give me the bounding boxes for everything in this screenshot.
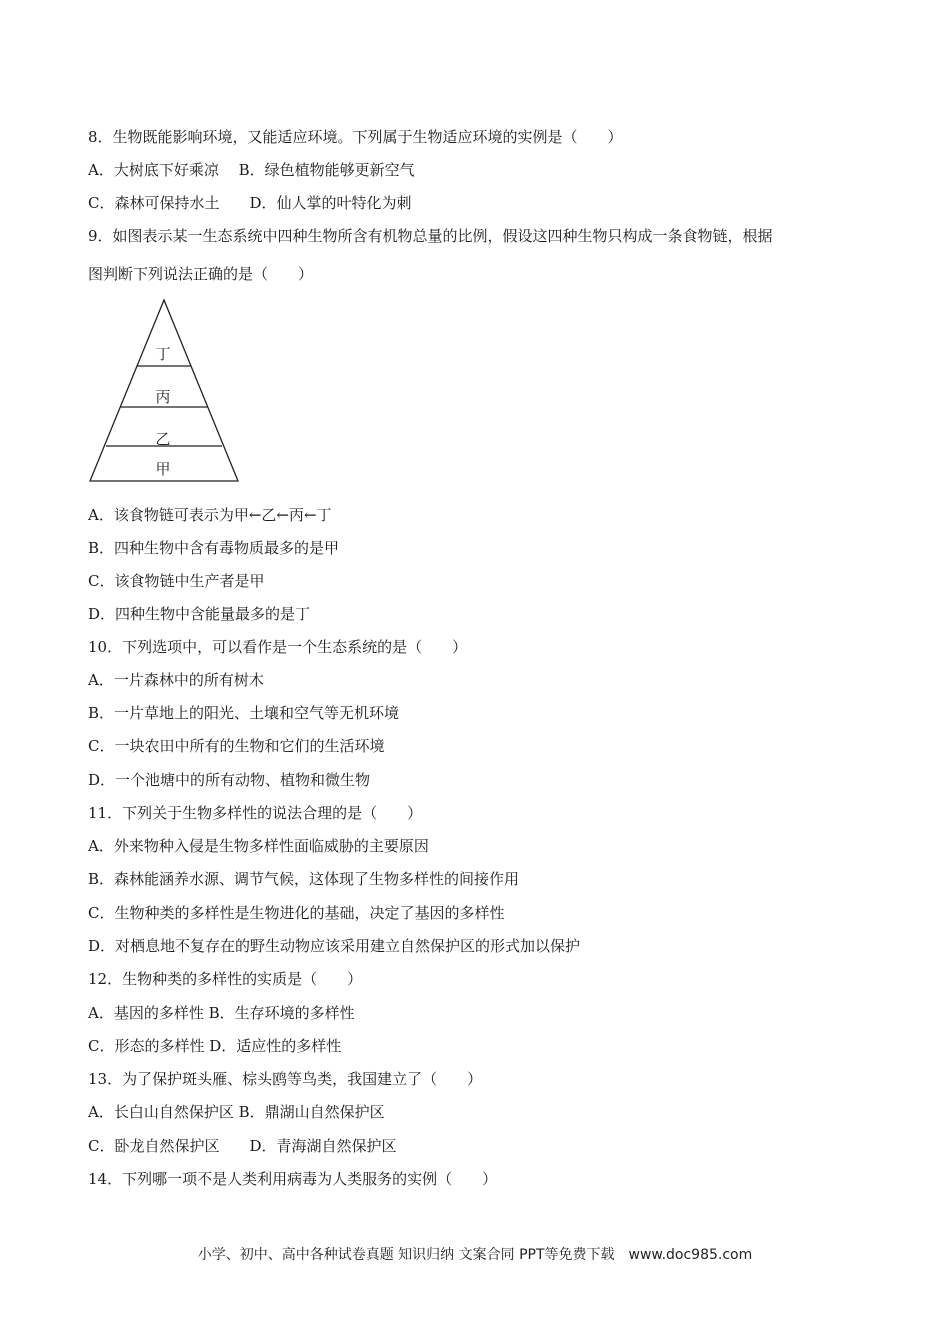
q9-stem-line2: 图判断下列说法正确的是（ ） <box>88 265 314 283</box>
page-footer: 小学、初中、高中各种试卷真题 知识归纳 文案合同 PPT等免费下载 www.doc985.com <box>197 1247 753 1263</box>
food-pyramid-figure <box>88 298 240 484</box>
q10-option-d: D．一个池塘中的所有动物、植物和微生物 <box>88 771 371 789</box>
q11-stem: 11．下列关于生物多样性的说法合理的是（ ） <box>88 804 423 822</box>
q14-stem: 14．下列哪一项不是人类利用病毒为人类服务的实例（ ） <box>88 1170 498 1188</box>
q12-options-ab: A．基因的多样性 B．生存环境的多样性 <box>88 1004 355 1022</box>
q11-option-d: D．对栖息地不复存在的野生动物应该采用建立自然保护区的形式加以保护 <box>88 937 581 955</box>
q13-options-ab: A．长白山自然保护区 B．鼎湖山自然保护区 <box>88 1103 385 1121</box>
q8-stem: 8．生物既能影响环境，又能适应环境。下列属于生物适应环境的实例是（ ） <box>88 128 623 146</box>
q11-option-a: A．外来物种入侵是生物多样性面临威胁的主要原因 <box>88 837 429 855</box>
q8-options-ab: A．大树底下好乘凉 B．绿色植物能够更新空气 <box>88 161 415 179</box>
q13-options-cd: C．卧龙自然保护区 D．青海湖自然保护区 <box>88 1137 397 1155</box>
pyramid-level-ding: 丁 <box>155 345 171 363</box>
q13-stem: 13．为了保护斑头雁、棕头鸥等鸟类，我国建立了（ ） <box>88 1070 483 1088</box>
q10-option-a: A．一片森林中的所有树木 <box>88 671 264 689</box>
pyramid-level-jia: 甲 <box>155 460 171 478</box>
q11-option-c: C．生物种类的多样性是生物进化的基础，决定了基因的多样性 <box>88 904 505 922</box>
pyramid-level-yi: 乙 <box>155 430 171 448</box>
q12-options-cd: C．形态的多样性 D．适应性的多样性 <box>88 1037 342 1055</box>
q10-option-c: C．一块农田中所有的生物和它们的生活环境 <box>88 737 385 755</box>
q9-option-d: D．四种生物中含能量最多的是丁 <box>88 605 311 623</box>
q9-stem-line1: 9．如图表示某一生态系统中四种生物所含有机物总量的比例，假设这四种生物只构成一条食物链，根据 <box>88 227 773 245</box>
q9-option-a: A．该食物链可表示为甲←乙←丙←丁 <box>88 506 332 524</box>
q8-options-cd: C．森林可保持水土 D．仙人掌的叶特化为刺 <box>88 194 412 212</box>
pyramid-level-bing: 丙 <box>155 388 171 406</box>
q11-option-b: B．森林能涵养水源、调节气候，这体现了生物多样性的间接作用 <box>88 870 520 888</box>
q9-option-b: B．四种生物中含有毒物质最多的是甲 <box>88 539 340 557</box>
q9-option-c: C．该食物链中生产者是甲 <box>88 572 265 590</box>
q12-stem: 12．生物种类的多样性的实质是（ ） <box>88 970 363 988</box>
q10-stem: 10．下列选项中，可以看作是一个生态系统的是（ ） <box>88 638 468 656</box>
q10-option-b: B．一片草地上的阳光、土壤和空气等无机环境 <box>88 704 400 722</box>
